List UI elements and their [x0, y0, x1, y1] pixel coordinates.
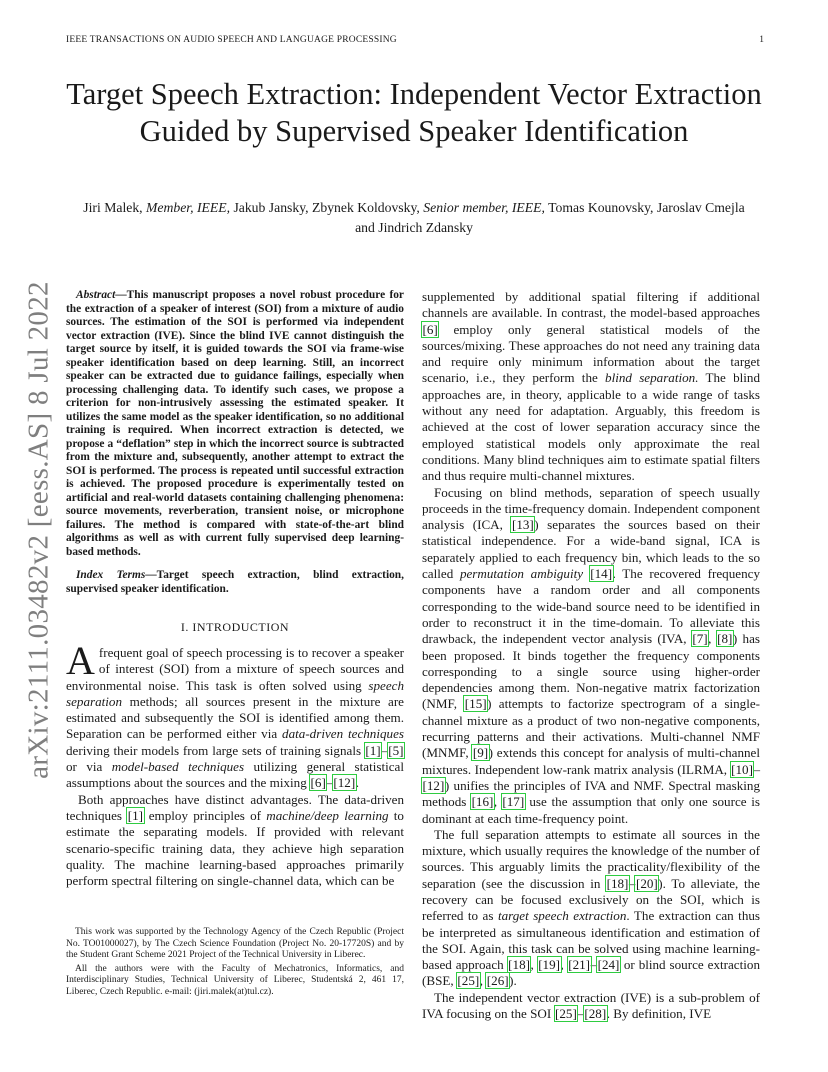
text-run: . The extraction can thus be interpreted as simultaneous identification and estimation of the SOI. Again, this task can be solved using machine learning-based approach: [422, 908, 761, 973]
author-text: Tomas Kounovsky, Jaroslav Cmejla and Jindrich Zdansky: [355, 200, 745, 235]
paragraph: [422, 289, 760, 485]
index-terms-label: Index Terms: [76, 569, 146, 581]
right-column: [422, 289, 760, 1022]
abstract-label: Abstract: [76, 289, 116, 301]
text-run: methods; all sources present in the mixture are estimated and subsequently the SOI is identified among them. Separation can be performed either via: [66, 693, 404, 742]
text-run: . The recovered frequency components have a random order and all components corresponding to the wide-band source need to be identified in order to reconstruct it in the time-domain. To alleviate this drawback, the independent vector analysis (IVA,: [422, 566, 760, 647]
text-run: employ only general statistical models of the sources/mixing. These approaches do not need any training data and require only minimum information about the target scenario, i.e., they perform the: [422, 321, 760, 386]
text-run: ).: [509, 973, 517, 989]
citation-link[interactable]: [28]: [584, 1006, 607, 1022]
text-run: employ principles of: [143, 807, 267, 823]
arxiv-identifier[interactable]: [14, 281, 64, 779]
citation-link[interactable]: [13]: [511, 517, 534, 533]
text-run: Focusing on blind methods, separation of speech usually proceeds in the time-frequency domain. Independent component analysis (ICA,: [422, 484, 760, 533]
drop-cap: A: [66, 638, 95, 683]
text-run: ,: [560, 957, 568, 973]
citation-link[interactable]: [5]: [388, 742, 404, 758]
emphasis: data-driven techniques: [282, 726, 404, 742]
citation-link[interactable]: [21]: [568, 957, 591, 973]
text-run: .: [355, 775, 359, 791]
text-run: ,: [530, 957, 538, 973]
citation-link[interactable]: [15]: [464, 696, 487, 712]
index-terms-text: —Target speech extraction, blind extraction, supervised speaker identification.: [66, 569, 404, 595]
citation-link[interactable]: [25]: [555, 1006, 577, 1022]
emphasis: machine/deep learning: [266, 807, 389, 823]
text-run: –: [326, 775, 333, 791]
text-run: ) separates the sources based on their statistical independence. For a wide-band signal, ICA is separately applied to each frequency bin, which leads to the so called: [422, 517, 761, 582]
abstract-text: —This manuscript proposes a novel robust procedure for the extraction of a speaker of interest (SOI) from a mixture of audio sources. The estimation of the SOI is performed via independent vector extraction (IVE). Since the blind IVE cannot distinguish the target source by itself, it is guided towards the SOI via frame-wise speaker identification based on deep learning. Still, an incorrect speaker can be extracted due to guidance failings, especially when processing challenging data. To identify such cases, we propose a criterion for non-intrusively assessing the estimated speaker. It utilizes the same model as the speaker identification, so no additional training is required. When incorrect extraction is detected, we propose a “deflation” step in which the incorrect source is subtracted from the mixture and, subsequently, another attempt to extract the SOI is performed. The process is repeated until successful extraction is achieved. The proposed procedure is experimentally tested on artificial and real-world datasets containing challenging phenomena: source movements, reverberation, transient noise, or microphone failures. The method is compared with state-of-the-art blind algorithms as well as with current fully supervised deep learning-based methods.: [66, 289, 404, 558]
emphasis: speech separation: [66, 677, 404, 709]
citation-link[interactable]: [20]: [635, 875, 658, 891]
text-run: ). To alleviate, the recovery can be focused exclusively on the SOI, which is referred to as: [422, 875, 760, 924]
page-number: 1: [759, 35, 764, 45]
paragraph: [66, 792, 404, 890]
citation-link[interactable]: [17]: [502, 794, 525, 810]
section-heading: I. INTRODUCTION: [180, 620, 290, 634]
text-run: –: [628, 875, 636, 891]
emphasis: permutation ambiguity: [459, 566, 584, 582]
author-list: [80, 198, 748, 238]
text-run: The full separation attempts to estimate all sources in the mixture, which usually requires the knowledge of the number of sources. This arguably limits the practicality/flexibility of the separation (see the discussion in: [422, 826, 760, 891]
citation-link[interactable]: [10]: [731, 761, 753, 777]
paper-title: Target Speech Extraction: Independent Vector Extraction Guided by Supervised Speaker Identification: [66, 77, 762, 148]
paragraph: [422, 485, 760, 827]
text-run: deriving their models from large sets of training signals: [66, 742, 365, 758]
citation-link[interactable]: [1]: [127, 807, 144, 823]
footnote-funding: This work was supported by the Technology Agency of the Czech Republic (Project No. TO01000027), by The Czech Science Foundation (Project No. 20-17720S) and by the Student Grant Scheme 2021 Project of the Technical University in Liberec.: [66, 927, 404, 961]
citation-link[interactable]: [16]: [471, 794, 494, 810]
footnote-affiliation: All the authors were with the Faculty of Mechatronics, Informatics, and Interdisciplinary Studies, Technical University of Liberec, Studentská 2, 461 17, Liberec, Czech Republic. e-mail: (jiri.malek(at)tul.cz).: [66, 963, 404, 997]
text-run: utilizing general statistical assumptions about the sources and the mixing: [66, 759, 404, 791]
left-column: [66, 289, 404, 889]
citation-link[interactable]: [9]: [472, 745, 489, 761]
citation-link[interactable]: [1]: [365, 742, 381, 758]
text-run: –: [753, 761, 760, 777]
text-run: ,: [479, 973, 487, 989]
citation-link[interactable]: [18]: [606, 875, 629, 891]
text-run: ) extends this concept for analysis of multi-channel mixtures. Independent low-rank matrix analysis (ILRMA,: [422, 745, 761, 777]
citation-link[interactable]: [18]: [508, 957, 530, 973]
citation-link[interactable]: [26]: [486, 973, 509, 989]
citation-link[interactable]: [6]: [310, 775, 326, 791]
text-run: [583, 566, 590, 581]
index-terms: [66, 569, 404, 596]
author-text: Jiri Malek,: [83, 200, 147, 215]
text-run: or blind source extraction (BSE,: [422, 957, 760, 989]
text-run: The independent vector extraction (IVE) is a sub-problem of IVA focusing on the SOI: [422, 989, 760, 1022]
abstract: [66, 289, 404, 559]
citation-link[interactable]: [6]: [422, 321, 438, 337]
citation-link[interactable]: [8]: [717, 631, 733, 647]
citation-link[interactable]: [12]: [333, 775, 356, 791]
author-role: Member, IEEE,: [146, 200, 231, 215]
paragraph: [422, 990, 760, 1023]
text-run: supplemented by additional spatial filtering if additional channels are available. In contrast, the model-based approaches: [422, 289, 760, 321]
author-role: Senior member, IEEE,: [423, 200, 545, 215]
citation-link[interactable]: [14]: [590, 566, 613, 582]
citation-link[interactable]: [12]: [422, 777, 445, 793]
citation-link[interactable]: [19]: [538, 957, 561, 973]
text-run: –: [577, 1006, 584, 1022]
paragraph: [66, 638, 404, 792]
text-run: ,: [493, 794, 502, 810]
emphasis: blind separation.: [605, 370, 699, 386]
text-run: ) unifies the principles of IVA and NMF. Spectral masking methods: [422, 777, 760, 810]
text-run: frequent goal of speech processing is to recover a speaker of interest (SOI) from a mixture of speech sources and environmental noise. This task is often solved using: [66, 645, 404, 693]
text-run: ,: [708, 631, 717, 647]
citation-link[interactable]: [25]: [457, 973, 480, 989]
paragraph: [422, 827, 760, 990]
text-run: The blind approaches are, in theory, applicable to a wide range of tasks without any need for adaptation. Arguably, this freedom is achieved at the cost of lower separation accuracy since the employed statistical models only approximate the real conditions. Many blind techniques aim to estimate spatial filters and thus require multi-channel mixtures.: [422, 370, 760, 484]
text-run: ) has been proposed. It binds together the frequency components corresponding to a single source using higher-order dependencies among them. Non-negative matrix factorization (NMF,: [422, 631, 760, 712]
text-run: –: [590, 957, 598, 973]
citation-link[interactable]: [24]: [597, 957, 620, 973]
citation-link[interactable]: [7]: [692, 631, 708, 647]
author-text: Jakub Jansky, Zbynek Koldovsky,: [230, 200, 424, 215]
text-run: use the assumption that only one source is dominant at each time-frequency point.: [422, 794, 761, 826]
text-run: to estimate the separating models. If provided with relevant scenario-specific training data, they achieve high separation quality. The machine learning-based approaches primarily perform spectral filtering on single-channel data, which can be: [66, 807, 404, 889]
emphasis: model-based techniques: [111, 759, 245, 775]
text-run: or via: [66, 759, 112, 775]
text-run: . By definition, IVE: [606, 1006, 712, 1022]
footnotes: [66, 927, 404, 1001]
text-run: Both approaches have distinct advantages. The data-driven techniques: [66, 791, 404, 823]
text-run: –: [381, 742, 388, 758]
text-run: ) attempts to factorize spectrogram of a single-channel mixture as a product of two non-negative components, recurring patterns and their activations. Multi-channel NMF (MNMF,: [422, 696, 760, 761]
emphasis: target speech extraction: [497, 908, 627, 924]
running-head: IEEE TRANSACTIONS ON AUDIO SPEECH AND LANGUAGE PROCESSING: [66, 35, 397, 45]
arxiv-identifier-text: arXiv:2111.03482v2 [eess.AS] 8 Jul 2022: [22, 281, 55, 779]
